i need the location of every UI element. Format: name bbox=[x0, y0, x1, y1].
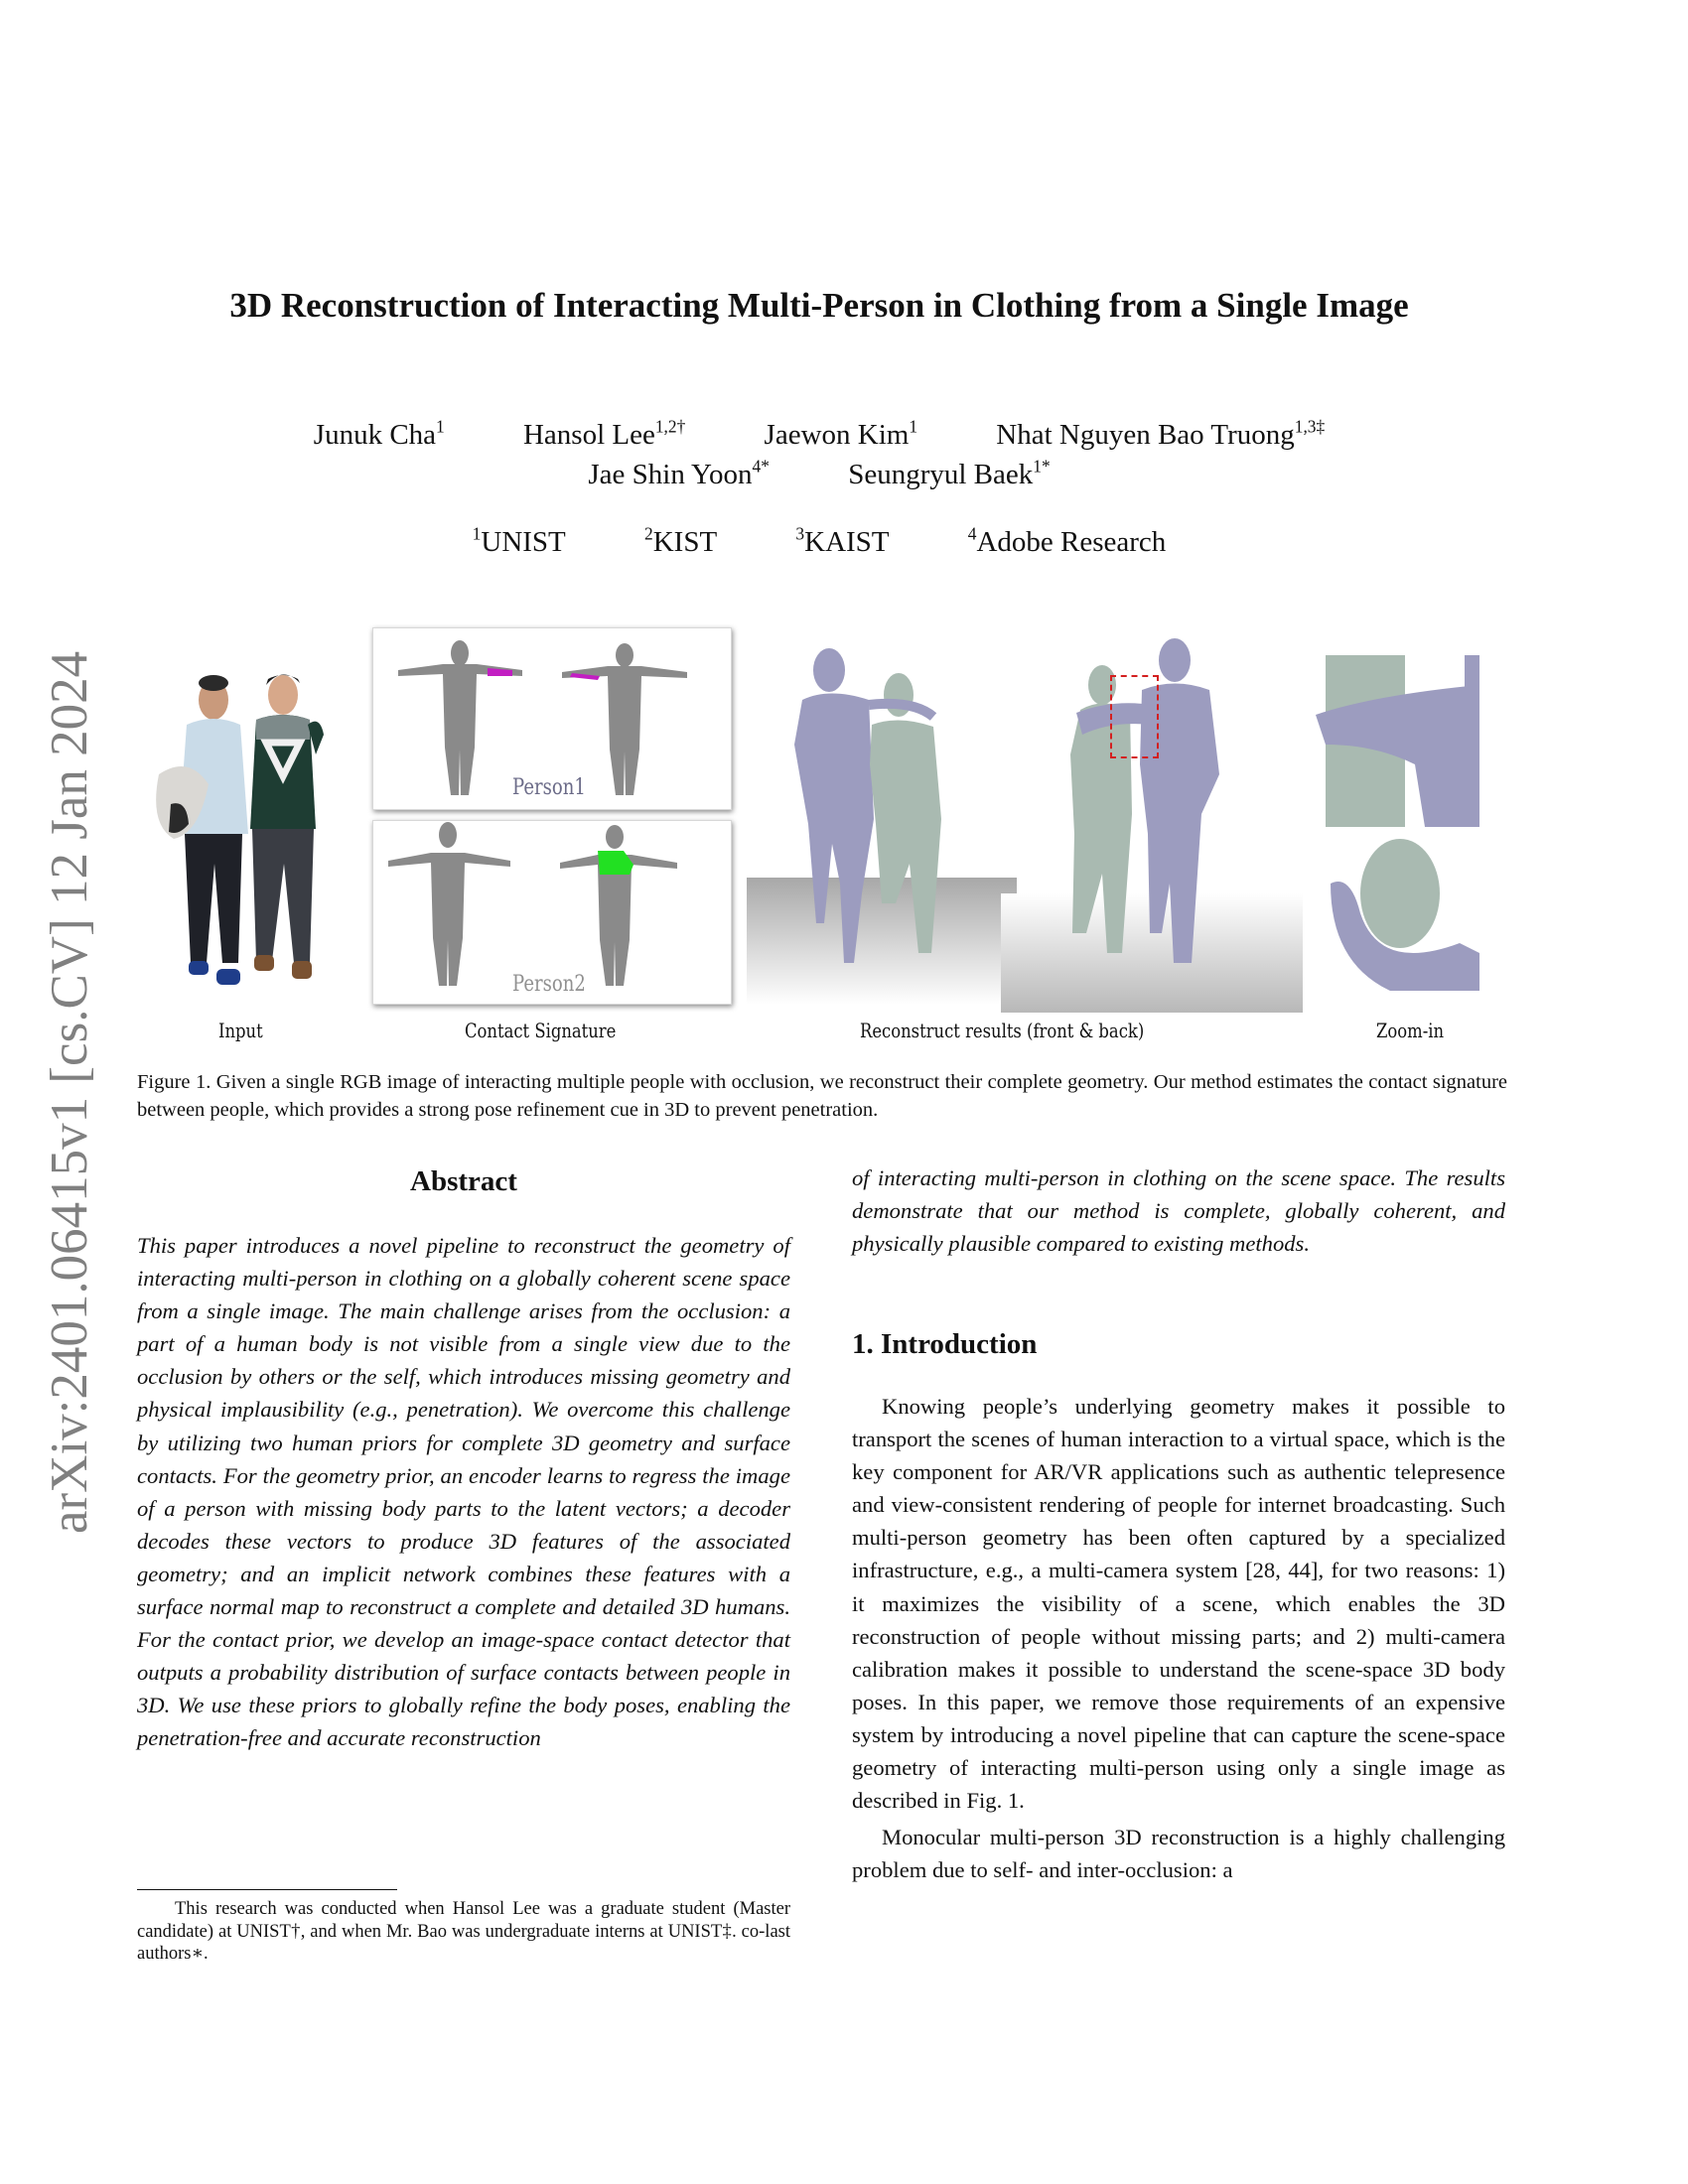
contact-signature-person1-panel bbox=[372, 627, 732, 810]
introduction-body bbox=[852, 1390, 1505, 1886]
paragraph: Monocular multi-person 3D reconstruction is a highly challenging problem due to self- and inter-occlusion: a bbox=[852, 1825, 1505, 1883]
author: Nhat Nguyen Bao Truong$^{1,3\ddagger}$ bbox=[996, 416, 1326, 451]
affiliation: $^2$KIST bbox=[644, 523, 718, 558]
affiliation: $^3$KAIST bbox=[795, 523, 890, 558]
figure-label-zoom-in: Zoom-in bbox=[1376, 1019, 1445, 1042]
figure-label-input: Input bbox=[218, 1019, 263, 1042]
abstract-text-left-column: This paper introduces a novel pipeline to reconstruct the geometry of interacting multi-person in clothing on a globally coherent scene space from a single image. The main challenge arises from the occlusion: a part of a human body is not visible from a single view due to the occlusion by others or the self, which introduces missing geometry and physical implausibility (e.g., penetration). We overcome this challenge by utilizing two human priors for complete 3D geometry and surface contacts. For the geometry prior, an encoder learns to regress the image of a person with missing body parts to the latent vectors; a decoder decodes these vectors to produce 3D features of the associated geometry; and an implicit network combines these features with a surface normal map to reconstruct a complete and detailed 3D humans. For the contact prior, we develop an image-space contact detector that outputs a probability distribution of surface contacts between people in 3D. We use these priors to globally refine the body poses, enabling the penetration-free and accurate reconstruction bbox=[137, 1233, 790, 1751]
figure-caption: Figure 1. Given a single RGB image of interacting multiple people with occlusion, we reconstruct their complete geometry. Our method estimates the contact signature between people, which provides a strong pose refinement cue in 3D to prevent penetration. bbox=[137, 1071, 1507, 1121]
back-view-reconstruction-image bbox=[1053, 635, 1291, 973]
author: Jaewon Kim$^1$ bbox=[764, 416, 918, 451]
zoom-in-head-image bbox=[1321, 834, 1479, 991]
contact-signature-person2-panel bbox=[372, 820, 732, 1005]
input-photo-image bbox=[149, 665, 357, 993]
section-heading-introduction: 1. Introduction bbox=[852, 1328, 1038, 1360]
abstract-text-right-column: of interacting multi-person in clothing on the scene space. The results demonstrate that our method is complete, globally coherent, and physically plausible compared to existing methods. bbox=[852, 1165, 1505, 1257]
zoom-in-panel-top bbox=[1316, 655, 1479, 827]
person2-tag: Person2 bbox=[512, 972, 586, 997]
highlight-box bbox=[1110, 675, 1159, 758]
zoom-in-panel-bottom bbox=[1321, 834, 1479, 991]
affiliation: $^4$Adobe Research bbox=[967, 523, 1167, 558]
figure-label-contact-signature: Contact Signature bbox=[465, 1019, 617, 1042]
affiliation: $^1$UNIST bbox=[472, 523, 566, 558]
footnote-divider bbox=[137, 1889, 397, 1890]
person1-tag: Person1 bbox=[512, 775, 586, 800]
zoom-in-shoulder-image bbox=[1316, 655, 1479, 827]
paragraph: Knowing people’s underlying geometry makes it possible to transport the scenes of human interaction to a virtual space, which is the key component for AR/VR applications such as authentic telepresence and view-consistent rendering of people for internet broadcasting. Such multi-person geometry has been often captured by a specialized infrastructure, e.g., a multi-camera system [28, 44], for two reasons: 1) it maximizes the visibility of a scene, which enables the 3D reconstruction of people without missing parts; and 2) multi-camera calibration makes it possible to understand the scene-space 3D body poses. In this paper, we remove those requirements of an expensive system by introducing a novel pipeline that can capture the scene-space geometry of interacting multi-person using only a single image as described in Fig. 1. bbox=[852, 1394, 1505, 1814]
footnote: This research was conducted when Hansol Lee was a graduate student (Master candidate) at UNIST†, and when Mr. Bao was undergraduate interns at UNIST‡. co-last authors∗. bbox=[137, 1899, 790, 1964]
author: Hansol Lee$^{1,2\dagger}$ bbox=[522, 416, 686, 451]
author: Jae Shin Yoon$^{4*}$ bbox=[588, 456, 770, 490]
paper-title: 3D Reconstruction of Interacting Multi-Person in Clothing from a Single Image bbox=[229, 286, 1409, 325]
front-view-reconstruction-image bbox=[774, 645, 1003, 973]
author: Junuk Cha$^1$ bbox=[313, 416, 445, 451]
figure-label-reconstruct-results: Reconstruct results (front & back) bbox=[860, 1019, 1145, 1042]
arxiv-identifier-stamp: arXiv:2401.06415v1 [cs.CV] 12 Jan 2024 bbox=[41, 650, 98, 1534]
author: Seungryul Baek$^{1*}$ bbox=[848, 456, 1051, 490]
abstract-heading: Abstract bbox=[410, 1165, 517, 1197]
figure-1 bbox=[0, 0, 1688, 1062]
